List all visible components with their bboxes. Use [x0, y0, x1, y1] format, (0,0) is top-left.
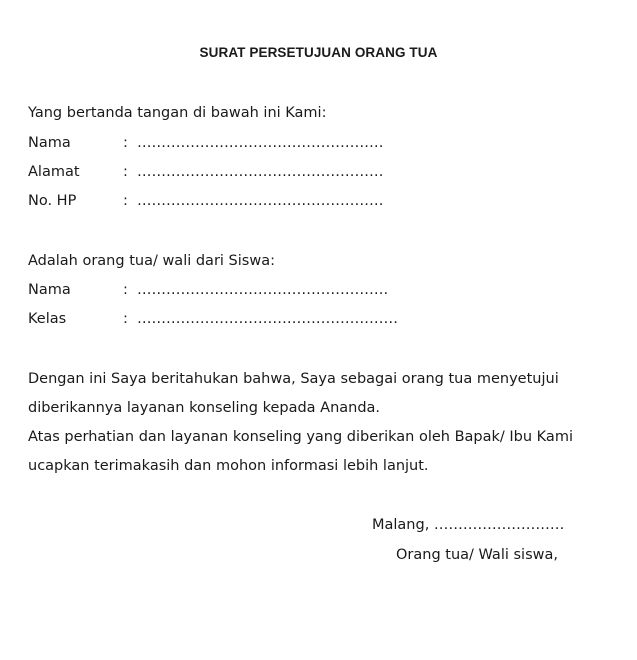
intro-text: Yang bertanda tangan di bawah ini Kami:: [28, 105, 327, 121]
field-blank: ……………………………………………: [137, 135, 384, 151]
signature-role: Orang tua/ Wali siswa,: [396, 547, 558, 563]
body-line-3: Atas perhatian dan layanan konseling yang diberikan oleh Bapak/ Ibu Kami: [28, 429, 573, 445]
student-intro-text: Adalah orang tua/ wali dari Siswa:: [28, 253, 275, 269]
parent-name-field: [28, 134, 384, 152]
field-label: Kelas: [28, 311, 67, 327]
field-blank: …………………………………………….: [137, 282, 389, 298]
parent-address-field: [28, 163, 384, 181]
field-label: No. HP: [28, 193, 77, 209]
field-blank: ……………………………………………: [137, 164, 384, 180]
student-class-field: [28, 310, 398, 328]
body-line-2: diberikannya layanan konseling kepada Ananda.: [28, 400, 381, 416]
field-colon: :: [123, 164, 128, 180]
student-name-field: [28, 281, 388, 299]
body-line-1: Dengan ini Saya beritahukan bahwa, Saya sebagai orang tua menyetujui: [28, 371, 559, 387]
signature-place-date: Malang, ………………………: [372, 517, 565, 533]
field-colon: :: [123, 135, 128, 151]
field-blank: ……………………………………………: [137, 193, 384, 209]
field-colon: :: [123, 282, 128, 298]
letter-title: SURAT PERSETUJUAN ORANG TUA: [199, 45, 438, 60]
body-line-4: ucapkan terimakasih dan mohon informasi lebih lanjut.: [28, 458, 429, 474]
field-blank: ………………………………………………: [137, 311, 398, 327]
field-colon: :: [123, 193, 128, 209]
field-colon: :: [123, 311, 128, 327]
field-label: Nama: [28, 135, 71, 151]
field-label: Alamat: [28, 164, 80, 180]
parent-phone-field: [28, 192, 384, 210]
field-label: Nama: [28, 282, 71, 298]
